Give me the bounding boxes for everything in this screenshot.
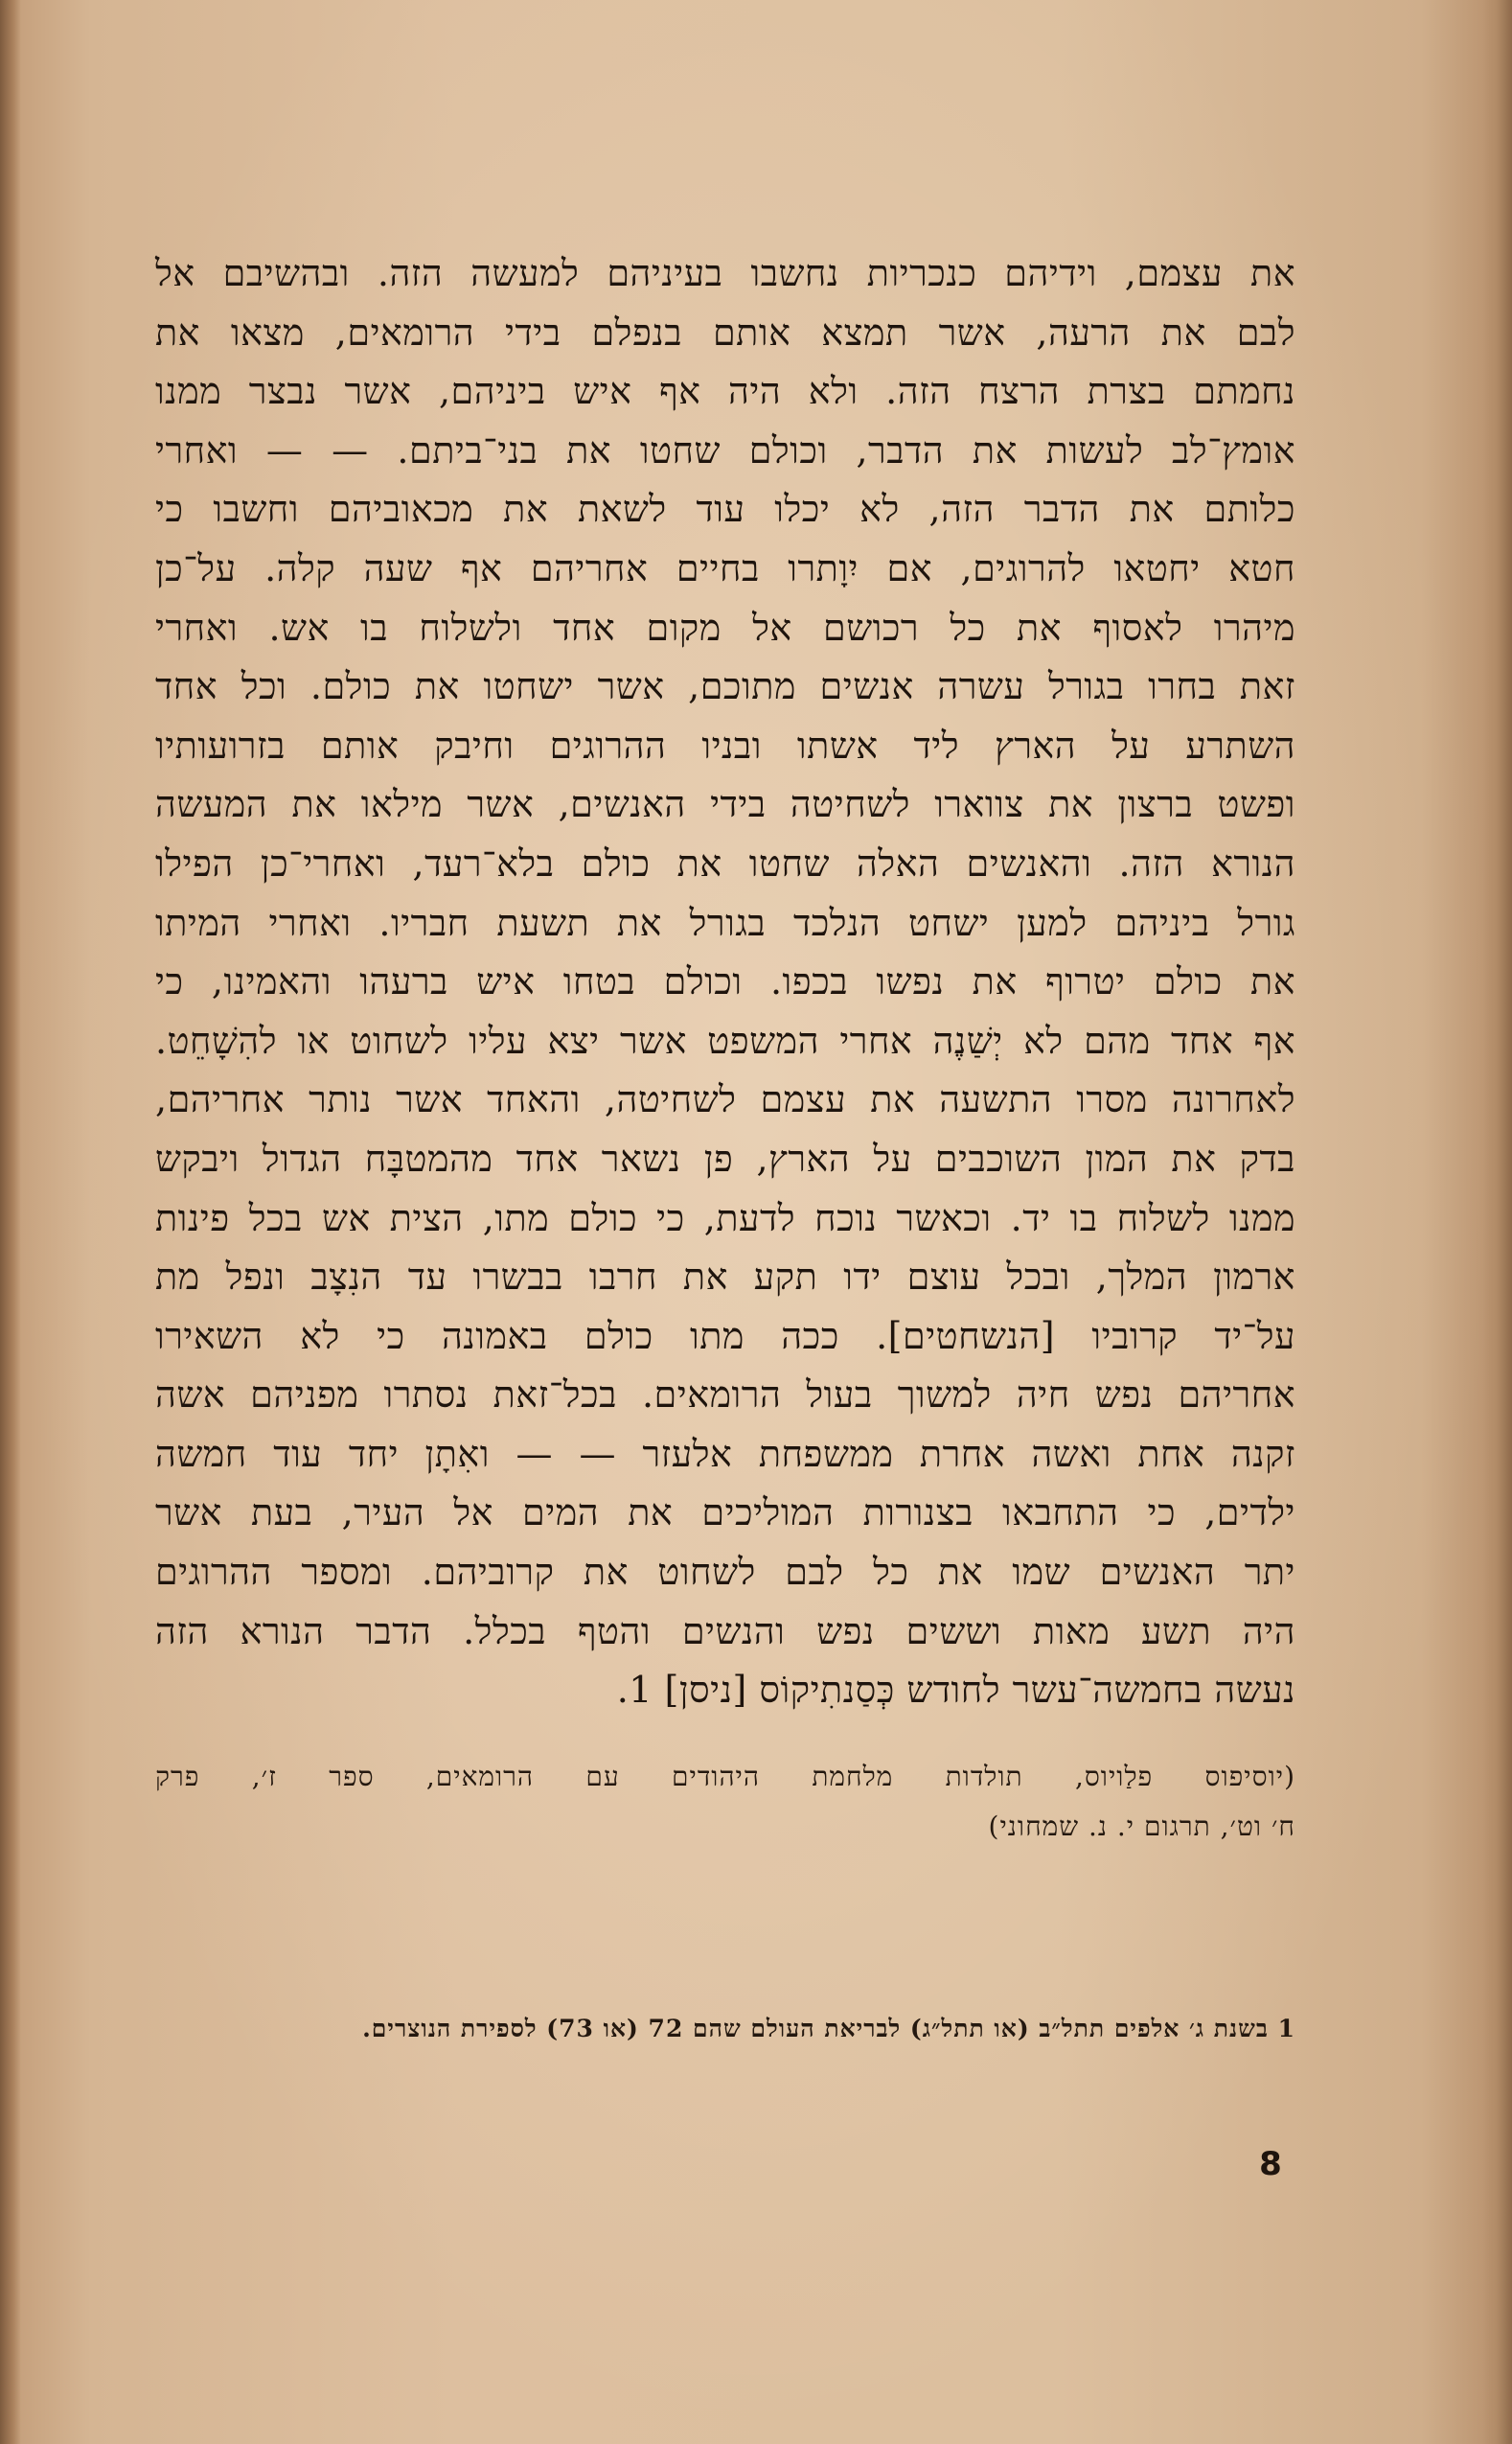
page-number: 8 [1259, 2145, 1282, 2183]
text-line: בדק את המון השוכבים על הארץ, פן נשאר אחד מהמטבָּח הגדול ויבקש [155, 1137, 1295, 1180]
text-line: אחריהם נפש חיה למשוך בעול הרומאים. בכל־זאת נסתרו מפניהם אשה [155, 1373, 1295, 1417]
text-line: זאת בחרו בגורל עשרה אנשים מתוכם, אשר ישחטו את כולם. וכל אחד [155, 665, 1295, 708]
footnote: 1 בשנת ג׳ אלפים תתל״ב (או תתל״ג) לבריאת העולם שהם 72 (או 73) לספירת הנוצרים. [362, 2015, 1295, 2042]
text-line: כלותם את הדבר הזה, לא יכלו עוד לשאת את מכאוביהם וחשבו כי [155, 488, 1295, 531]
citation-line: ח׳ וט׳, תרגום י. נ. שמחוני) [988, 1810, 1295, 1842]
text-line: ארמון המלך, ובכל עוצם ידו תקע את חרבו בבשרו עד הנִצָב ונפל מת [155, 1256, 1295, 1299]
text-line: אף אחד מהם לא יְשַׁנֶה אחרי המשפט אשר יצא עליו לשחוט או להִשָׁחֵט. [155, 1019, 1295, 1062]
text-line: אומץ־לב לעשות את הדבר, וכולם שחטו את בני־ביתם. — — ואחרי [155, 428, 1295, 472]
text-line: זקנה אחת ואשה אחרת ממשפחת אלעזר — — ואִתָן יחד עוד חמשה [155, 1432, 1295, 1475]
main-text-block [155, 244, 1295, 1720]
text-line: ממנו לשלוח בו יד. וכאשר נוכח לדעת, כי כולם מתו, הצית אש בכל פינות [155, 1196, 1295, 1239]
text-line: השתרע על הארץ ליד אשתו ובניו ההרוגים וחיבק אותם בזרועותיו [155, 724, 1295, 767]
page-left-edge [0, 0, 21, 2444]
text-line: לבם את הרעה, אשר תמצא אותם בנפלם בידי הרומאים, מצאו את [155, 311, 1296, 354]
text-line: נעשה בחמשה־עשר לחודש כְּסַנתִיקוֹס [ניסן] 1. [616, 1669, 1295, 1712]
text-line: על־יד קרוביו [הנשחטים]. ככה מתו כולם באמונה כי לא השאירו [155, 1314, 1295, 1357]
text-line: ופשט ברצון את צווארו לשחיטה בידי האנשים, אשר מילאו את המעשה [155, 783, 1295, 826]
text-line: את כולם יטרוף את נפשו בכפו. וכולם בטחו איש ברעהו והאמינו, כי [155, 960, 1295, 1003]
source-citation [155, 1752, 1295, 1852]
text-line: נחמתם בצרת הרצח הזה. ולא היה אף איש ביניהם, אשר נבצר ממנו [155, 370, 1295, 413]
text-line: היה תשע מאות וששים נפש והנשים והטף בכלל. הדבר הנורא הזה [155, 1609, 1295, 1652]
text-line: יתר האנשים שמו את כל לבם לשחוט את קרוביהם. ומספר ההרוגים [155, 1551, 1295, 1594]
text-line: את עצמם, וידיהם כנכריות נחשבו בעיניהם למעשה הזה. ובהשיבם אל [155, 252, 1295, 294]
text-line: מיהרו לאסוף את כל רכושם אל מקום אחד ולשלוח בו אש. ואחרי [155, 606, 1295, 649]
text-line: ילדים, כי התחבאו בצנורות המוליכים את המים אל העיר, בעת אשר [155, 1491, 1295, 1534]
text-line: לאחרונה מסרו התשעה את עצמם לשחיטה, והאחד אשר נותר אחריהם, [155, 1078, 1295, 1121]
text-line: חטא יחטאו להרוגים, אם יִוָתרו בחיים אחריהם אף שעה קלה. על־כן [155, 546, 1295, 589]
text-line: הנורא הזה. והאנשים האלה שחטו את כולם בלא־רעד, ואחרי־כן הפילו [155, 842, 1295, 885]
citation-line: (יוסיפוס פלַויוס, תולדות מלחמת היהודים עם הרומאים, ספר ז׳, פרק [155, 1761, 1295, 1792]
page-right-edge [1483, 0, 1512, 2444]
text-line: גורל ביניהם למען ישחט הנלכד בגורל את תשעת חבריו. ואחרי המיתו [155, 901, 1295, 944]
